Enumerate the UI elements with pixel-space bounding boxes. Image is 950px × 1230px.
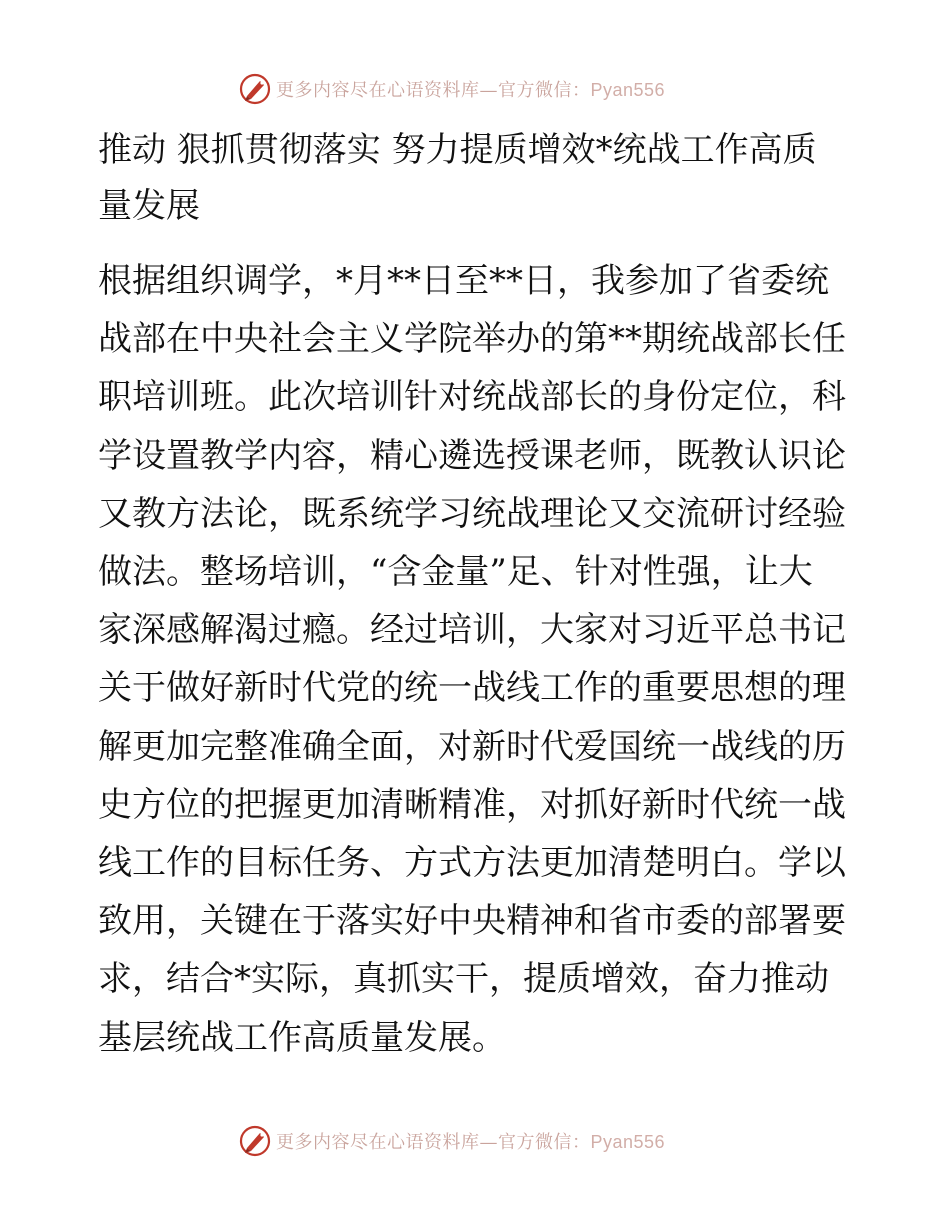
watermark-text: [276, 1128, 665, 1154]
pen-logo-icon: [238, 72, 272, 106]
watermark-id: Pyan556: [590, 80, 666, 100]
paragraph-line: 战部在中央社会主义学院举办的第**期统战部长任: [98, 319, 846, 360]
paragraph-line: 又教方法论，既系统学习统战理论又交流研讨经验: [98, 493, 846, 534]
paragraph-line: 解更加完整准确全面，对新时代爱国统一战线的历: [98, 726, 846, 767]
title-line: 量发展: [98, 186, 200, 226]
watermark-text: [276, 76, 665, 102]
pen-logo-icon: [238, 1124, 272, 1158]
paragraph-line: 致用，关键在于落实好中央精神和省市委的部署要: [98, 901, 846, 942]
watermark-banner-bottom: [238, 1124, 758, 1158]
paragraph-line: 根据组织调学，*月**日至**日，我参加了省委统: [98, 261, 829, 301]
watermark-prefix: 更多内容尽在心语资料库—官方微信：: [276, 80, 591, 101]
paragraph-line: 关于做好新时代党的统一战线工作的重要思想的理: [98, 668, 846, 709]
watermark-id: Pyan556: [590, 1132, 666, 1152]
paragraph-line: 学设置教学内容，精心遴选授课老师，既教认识论: [98, 435, 846, 476]
watermark-prefix: 更多内容尽在心语资料库—官方微信：: [276, 1132, 591, 1153]
body-paragraph: [98, 252, 858, 1067]
paragraph-line: 家深感解渴过瘾。经过培训，大家对习近平总书记: [98, 610, 846, 651]
paragraph-line: 基层统战工作高质量发展。: [98, 1017, 506, 1058]
watermark-banner-top: [238, 72, 758, 106]
paragraph-line: 做法。整场培训，“含金量”足、针对性强，让大: [98, 552, 813, 593]
title-line: 推动 狠抓贯彻落实 努力提质增效*统战工作高质: [98, 130, 817, 170]
paragraph-line: 史方位的把握更加清晰精准，对抓好新时代统一战: [98, 784, 846, 825]
document-title: [98, 122, 858, 234]
paragraph-line: 求，结合*实际，真抓实干，提质增效，奋力推动: [98, 959, 829, 1000]
paragraph-line: 线工作的目标任务、方式方法更加清楚明白。学以: [98, 843, 846, 884]
paragraph-line: 职培训班。此次培训针对统战部长的身份定位，科: [98, 377, 846, 418]
